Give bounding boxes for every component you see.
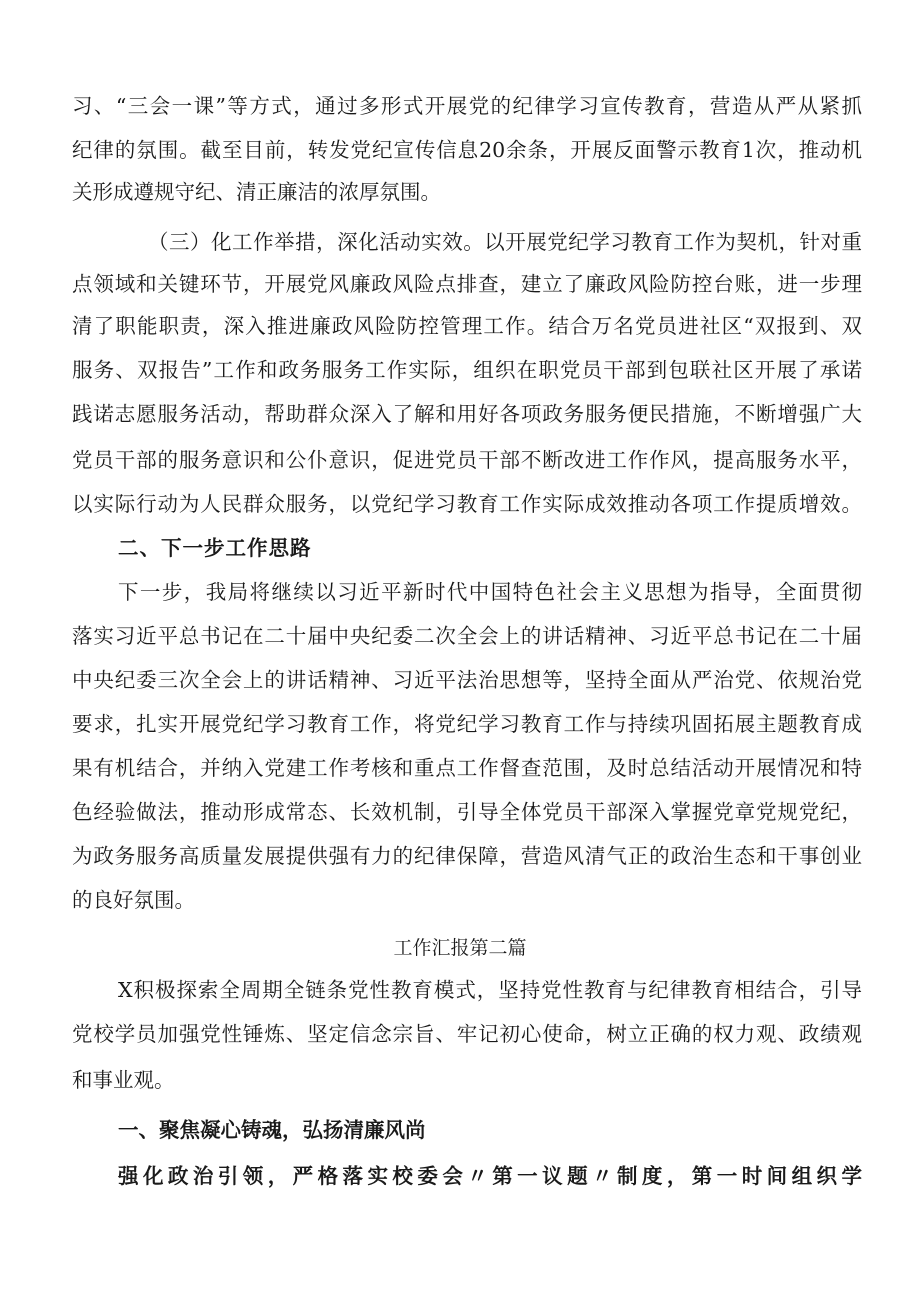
paragraph-line: 关形成遵规守纪、清正廉洁的浓厚氛围。 [72, 180, 441, 204]
paragraph-line: 果有机结合，并纳入党建工作考核和重点工作督查范围，及时总结活动开展情况和特 [72, 756, 862, 780]
paragraph-line: （三）化工作举措，深化活动实效。以开展党纪学习教育工作为契机，针对重 [148, 230, 862, 254]
paragraph-line: 服务、双报告”工作和政务服务工作实际，组织在职党员干部到包联社区开展了承诺 [72, 358, 862, 382]
paragraph-line: 的良好氛围。 [72, 888, 195, 912]
paragraph-line: 为政务服务高质量发展提供强有力的纪律保障，营造风清气正的政治生态和干事创业 [72, 844, 862, 868]
paragraph-line: 色经验做法，推动形成常态、长效机制，引导全体党员干部深入掌握党章党规党纪， [72, 800, 862, 824]
paragraph-line: 以实际行动为人民群众服务，以党纪学习教育工作实际成效推动各项工作提质增效。 [72, 492, 862, 516]
paragraph-line: 中央纪委三次全会上的讲话精神、习近平法治思想等，坚持全面从严治党、依规治党 [72, 668, 862, 692]
paragraph-line: 清了职能职责，深入推进廉政风险防控管理工作。结合万名党员进社区“双报到、双 [72, 314, 862, 338]
paragraph-line: 点领域和关键环节，开展党风廉政风险点排查，建立了廉政风险防控台账，进一步理 [72, 272, 862, 296]
paragraph-line: 下一步，我局将继续以习近平新时代中国特色社会主义思想为指导，全面贯彻 [118, 580, 862, 604]
article-title: 工作汇报第二篇 [393, 937, 527, 959]
paragraph-line: 党校学员加强党性锤炼、坚定信念宗旨、牢记初心使命，树立正确的权力观、政绩观 [72, 1022, 862, 1046]
paragraph-line: X积极探索全周期全链条党性教育模式，坚持党性教育与纪律教育相结合，引导 [118, 978, 862, 1002]
section-heading: 二、下一步工作思路 [118, 536, 312, 560]
paragraph-line: 落实习近平总书记在二十届中央纪委二次全会上的讲话精神、习近平总书记在二十届 [72, 624, 862, 648]
paragraph-line: 强化政治引领，严格落实校委会〃第一议题〃制度，第一时间组织学 [118, 1164, 862, 1188]
paragraph-line: 习、“三会一课”等方式，通过多形式开展党的纪律学习宣传教育，营造从严从紧抓 [72, 94, 862, 118]
paragraph-line: 党员干部的服务意识和公仆意识，促进党员干部不断改进工作作风，提高服务水平， [72, 448, 862, 472]
section-heading: 一、聚焦凝心铸魂，弘扬清廉风尚 [118, 1118, 426, 1142]
paragraph-line: 要求，扎实开展党纪学习教育工作，将党纪学习教育工作与持续巩固拓展主题教育成 [72, 712, 862, 736]
paragraph-line: 纪律的氛围。截至目前，转发党纪宣传信息20余条，开展反面警示教育1次，推动机 [72, 138, 862, 162]
paragraph-line: 和事业观。 [72, 1068, 175, 1092]
paragraph-line: 践诺志愿服务活动，帮助群众深入了解和用好各项政务服务便民措施，不断增强广大 [72, 402, 862, 426]
